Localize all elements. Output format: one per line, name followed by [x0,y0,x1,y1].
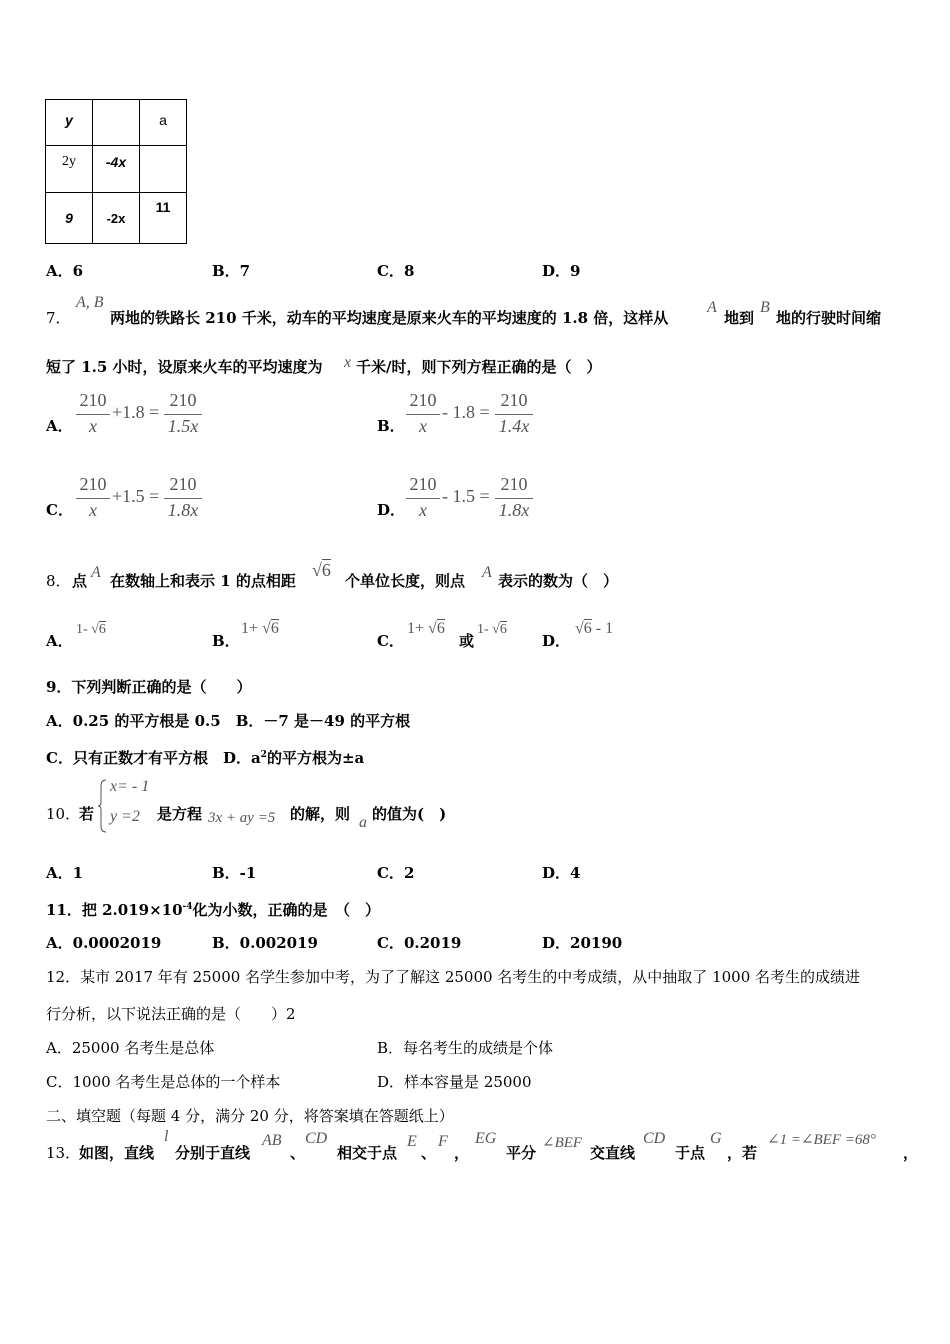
q11-option-b[interactable]: B．0.002019 [212,934,318,952]
grid-cell [140,146,187,193]
q10-equation: 3x + ay =5 [208,810,276,826]
q7-text2: 地到 [724,309,755,327]
q8-option-d-label[interactable]: D． [542,632,571,650]
q10-eq1: x= - 1 [110,778,150,795]
grid-cell [93,100,140,146]
q13-text5: 、 [421,1144,437,1162]
q13-eg: EG [475,1130,497,1147]
q8-option-c-or: 或 [459,632,475,650]
q7-b-operator: - 1.8 = [442,402,490,422]
q7-math-b: B [760,299,770,316]
q8-math-a: A [91,564,101,581]
q10-system-brace [98,778,108,834]
grid-cell: 2y [46,146,93,193]
q7-d-fraction-left: 210 x [406,474,440,524]
q7-text-line2b: 千米/时，则下列方程正确的是（ ） [356,358,602,376]
q6-option-a[interactable]: A．6 [46,262,84,280]
q8-text4: 表示的数为（ ） [498,572,619,590]
grid-cell: 11 [140,193,187,244]
q9-stem: 9．下列判断正确的是（ ） [46,678,252,696]
q8-option-c-value1: 1+ √6 [407,620,445,637]
q6-option-b[interactable]: B．7 [212,262,251,280]
q13-text6: ， [454,1144,470,1162]
q8-option-b-label[interactable]: B． [212,632,240,650]
q7-option-c-label[interactable]: C． [46,501,73,519]
grid-cell: -2x [93,193,140,244]
q7-stem-line1 [46,308,71,328]
q7-a-fraction-left: 210 x [76,390,110,440]
q10-text1: 若 [79,805,95,823]
q13-text7: 平分 [506,1144,537,1162]
grid-cell: -4x [93,146,140,193]
q13-number: 13． [46,1144,81,1162]
q9-options-line1[interactable]: A．0.25 的平方根是 0.5 B．－7 是－49 的平方根 [46,712,411,730]
q13-text10: ，若 [727,1144,758,1162]
q11-option-d[interactable]: D．20190 [542,934,623,952]
q10-option-a[interactable]: A．1 [46,864,84,882]
q8-option-c-label[interactable]: C． [377,632,404,650]
q7-c-operator: +1.5 = [112,486,160,506]
q12-stem-line1: 12．某市 2017 年有 25000 名学生参加中考，为了了解这 25000 名考生的中考成绩，从中抽取了 1000 名考生的成绩进 [46,968,861,986]
q11-option-a[interactable]: A．0.0002019 [46,934,162,952]
q7-math-ab: A, B [76,294,104,311]
q10-option-b[interactable]: B．-1 [212,864,257,882]
q8-option-d-value: √6 - 1 [575,620,614,637]
q10-text4: 的值为( ) [372,805,447,823]
q13-line-l: l [164,1128,169,1145]
q10-eq2: y =2 [110,808,140,825]
q7-c-fraction-right: 210 1.8x [164,474,202,524]
q8-text1: 点 [72,572,88,590]
q13-g: G [710,1130,722,1147]
q13-cd: CD [305,1130,328,1147]
q10-option-d[interactable]: D．4 [542,864,581,882]
q7-a-fraction-right: 210 1.5x [164,390,202,440]
q10-option-c[interactable]: C．2 [377,864,415,882]
q13-text11: ， [903,1144,919,1162]
q10-text3: 的解，则 [290,805,351,823]
q8-math-a2: A [482,564,492,581]
q12-option-a[interactable]: A．25000 名考生是总体 [46,1039,215,1057]
q6-option-d[interactable]: D．9 [542,262,581,280]
value-grid-table [45,99,187,244]
q7-option-a-label[interactable]: A． [46,417,73,435]
q7-math-x: x [344,354,352,371]
q9-options-line2[interactable]: C．只有正数才有平方根 D．$a^2$的平方根为±a [46,749,365,767]
q8-option-c-value2: 1- √6 [477,622,507,637]
grid-cell: 9 [46,193,93,244]
q10-var-a: a [359,814,367,831]
q10-number: 10． [46,805,81,823]
q13-text3: 、 [290,1144,306,1162]
q12-stem-line2: 行分析，以下说法正确的是（ ）2 [46,1005,296,1023]
q12-option-d[interactable]: D．样本容量是 25000 [377,1073,532,1091]
q12-option-b[interactable]: B．每名考生的成绩是个体 [377,1039,554,1057]
q13-e: E [407,1133,417,1150]
q13-condition: ∠1 =∠BEF =68° [767,1132,876,1148]
q12-option-c[interactable]: C．1000 名考生是总体的一个样本 [46,1073,281,1091]
q7-b-fraction-right: 210 1.4x [495,390,533,440]
grid-cell: y [46,100,93,146]
q8-sqrt6: √6 [312,560,331,580]
q11-option-c[interactable]: C．0.2019 [377,934,462,952]
q7-option-d-label[interactable]: D． [377,501,406,519]
q13-text4: 相交于点 [337,1144,398,1162]
q10-text2: 是方程 [157,805,203,823]
q7-c-fraction-left: 210 x [76,474,110,524]
grid-cell: a [140,100,187,146]
q7-text-line2a: 短了 1.5 小时，设原来火车的平均速度为 [46,358,323,376]
q7-a-operator: +1.8 = [112,402,160,422]
q7-d-operator: - 1.5 = [442,486,490,506]
q8-text2: 在数轴上和表示 1 的点相距 [110,572,296,590]
q7-d-fraction-right: 210 1.8x [495,474,533,524]
q7-math-a: A [707,299,717,316]
q13-text2: 分别于直线 [175,1144,251,1162]
q8-option-b-value: 1+ √6 [241,620,279,637]
q8-text3: 个单位长度，则点 [345,572,466,590]
q8-option-a-value: 1- √6 [76,622,106,637]
q7-option-b-label[interactable]: B． [377,417,405,435]
q13-ab: AB [262,1132,282,1149]
q6-option-c[interactable]: C．8 [377,262,415,280]
q7-number: 7． [46,309,71,327]
section-fill-blank-title: 二、填空题（每题 4 分，满分 20 分，将答案填在答题纸上） [46,1107,454,1125]
q13-f: F [438,1133,448,1150]
q7-text3: 地的行驶时间缩 [776,309,882,327]
q8-option-a-label[interactable]: A． [46,632,73,650]
q7-text1: 两地的铁路长 210 千米，动车的平均速度是原来火车的平均速度的 1.8 倍，这样从 [110,309,669,327]
q13-cd2: CD [643,1130,666,1147]
q13-text8: 交直线 [590,1144,636,1162]
q13-angle-bef: ∠BEF [542,1135,583,1151]
q8-number: 8． [46,572,71,590]
q13-text9: 于点 [675,1144,706,1162]
q7-b-fraction-left: 210 x [406,390,440,440]
q11-stem: 11．把 $2.019\times 10^{-4}$化为小数，正确的是 （ ） [46,901,381,919]
q13-text1: 如图，直线 [79,1144,155,1162]
